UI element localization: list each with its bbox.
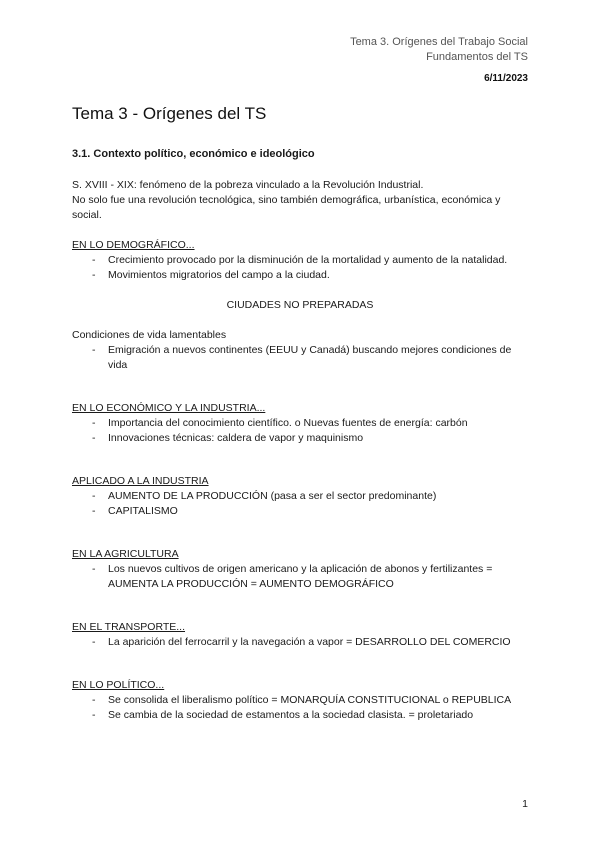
list-industria bbox=[72, 489, 528, 519]
list-item: - Importancia del conocimiento científico. o Nuevas fuentes de energía: carbón bbox=[92, 416, 528, 431]
heading-industria: APLICADO A LA INDUSTRIA bbox=[72, 475, 209, 487]
list-item: - Emigración a nuevos continentes (EEUU y Canadá) buscando mejores condiciones de vida bbox=[92, 343, 528, 373]
heading-demografico: EN LO DEMOGRÁFICO... bbox=[72, 239, 195, 251]
heading-politico: EN LO POLÍTICO... bbox=[72, 679, 165, 691]
heading-transporte: EN EL TRANSPORTE... bbox=[72, 621, 186, 633]
section-subtitle: 3.1. Contexto político, económico e ideológico bbox=[72, 148, 315, 160]
list-demografico bbox=[72, 253, 528, 283]
heading-condiciones: Condiciones de vida lamentables bbox=[72, 329, 227, 341]
list-condiciones bbox=[72, 343, 528, 373]
intro-line-2: No solo fue una revolución tecnológica, sino también demográfica, urbanística, económica y social. bbox=[72, 194, 501, 221]
list-item: - La aparición del ferrocarril y la navegación a vapor = DESARROLLO DEL COMERCIO bbox=[92, 635, 528, 650]
list-item: - Innovaciones técnicas: caldera de vapor y maquinismo bbox=[92, 431, 528, 446]
intro-line-1: S. XVIII - XIX: fenómeno de la pobreza vinculado a la Revolución Industrial. bbox=[72, 179, 424, 191]
page-number: 1 bbox=[522, 798, 528, 810]
list-transporte bbox=[72, 635, 528, 650]
list-item: - Se consolida el liberalismo político = MONARQUÍA CONSTITUCIONAL o REPUBLICA bbox=[92, 693, 528, 708]
list-item: - Crecimiento provocado por la disminución de la mortalidad y aumento de la natalidad. bbox=[92, 253, 528, 268]
list-agricultura bbox=[72, 562, 528, 592]
list-item: - Movimientos migratorios del campo a la ciudad. bbox=[92, 268, 528, 283]
list-item: - CAPITALISMO bbox=[92, 504, 528, 519]
list-economico bbox=[72, 416, 528, 446]
list-item: - AUMENTO DE LA PRODUCCIÓN (pasa a ser el sector predominante) bbox=[92, 489, 528, 504]
header-course-title: Tema 3. Orígenes del Trabajo Social bbox=[350, 36, 528, 48]
header-subject: Fundamentos del TS bbox=[426, 51, 528, 63]
list-item: - Los nuevos cultivos de origen americano y la aplicación de abonos y fertilizantes = AUMENTA LA PRODUCCIÓN = AUMENTO DEMOGRÁFICO bbox=[92, 562, 528, 592]
list-politico bbox=[72, 693, 528, 723]
list-item: - Se cambia de la sociedad de estamentos a la sociedad clasista. = proletariado bbox=[92, 708, 528, 723]
heading-agricultura: EN LA AGRICULTURA bbox=[72, 548, 179, 560]
page-title: Tema 3 - Orígenes del TS bbox=[72, 104, 267, 123]
header-date: 6/11/2023 bbox=[484, 73, 528, 84]
ciudades-note: CIUDADES NO PREPARADAS bbox=[226, 299, 374, 311]
heading-economico: EN LO ECONÓMICO Y LA INDUSTRIA... bbox=[72, 402, 266, 414]
document-body bbox=[72, 104, 528, 723]
